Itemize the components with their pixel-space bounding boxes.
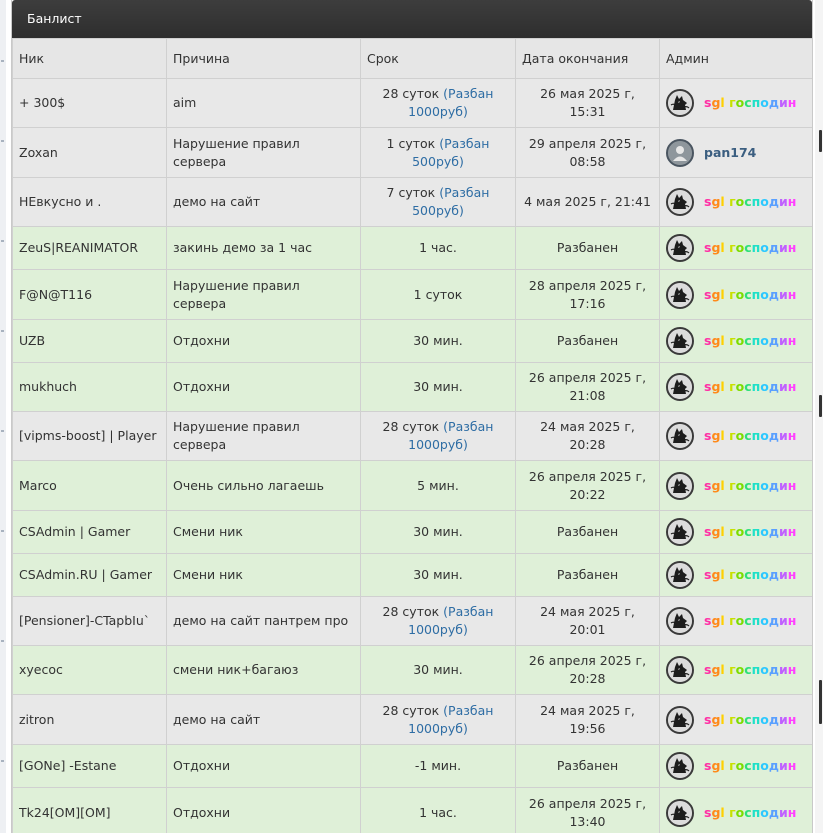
admin-cell (660, 511, 813, 554)
wolf-avatar-icon[interactable] (666, 656, 694, 684)
wolf-avatar-icon[interactable] (666, 752, 694, 780)
term-cell (361, 461, 516, 511)
reason-cell: Отдохни (167, 320, 361, 363)
reason-cell: закинь демо за 1 час (167, 227, 361, 270)
end-date-cell: 29 апреля 2025 г, 08:58 (516, 128, 660, 178)
table-row[interactable] (13, 178, 813, 227)
strip-tick (1, 240, 4, 242)
term-cell (361, 788, 516, 833)
admin-link[interactable] (666, 234, 806, 262)
term-text: -1 мин. (414, 758, 462, 773)
column-header-term[interactable]: Срок (361, 39, 516, 79)
unban-price-link[interactable]: (Разбан 500руб) (412, 185, 490, 218)
reason-cell: Отдохни (167, 788, 361, 833)
reason-cell: Нарушение правил сервера (167, 412, 361, 461)
wolf-avatar-icon[interactable] (666, 234, 694, 262)
term-cell (361, 554, 516, 597)
wolf-avatar-icon[interactable] (666, 561, 694, 589)
nick-cell: Marco (13, 461, 167, 511)
admin-name[interactable]: sgl господин (704, 379, 797, 394)
end-date-cell: 26 апреля 2025 г, 20:22 (516, 461, 660, 511)
strip-tick (1, 430, 4, 432)
table-row[interactable] (13, 320, 813, 363)
admin-name[interactable]: sgl господин (704, 804, 797, 820)
term-text: 1 час. (419, 240, 457, 255)
nick-cell: CSAdmin.RU | Gamer (13, 554, 167, 597)
end-date-cell: 26 апреля 2025 г, 13:40 (516, 788, 660, 833)
admin-link[interactable] (666, 607, 806, 635)
wolf-avatar-icon[interactable] (666, 472, 694, 500)
unban-price-link[interactable]: (Разбан 1000руб) (408, 702, 494, 736)
wolf-avatar-icon[interactable] (666, 327, 694, 355)
column-header-admin[interactable]: Админ (660, 39, 813, 79)
term-cell (361, 695, 516, 745)
term-cell (361, 597, 516, 646)
admin-cell (660, 227, 813, 270)
end-date-cell: 24 мая 2025 г, 19:56 (516, 695, 660, 745)
admin-cell (660, 79, 813, 128)
banlist-panel (11, 0, 813, 833)
nick-cell: xyecoc (13, 646, 167, 695)
strip-tick (1, 330, 4, 332)
admin-name[interactable]: sgl господин (704, 662, 797, 677)
admin-name[interactable]: sgl господин (704, 758, 797, 773)
term-text: 30 мин. (413, 379, 463, 394)
nick-cell: ZeuS|REANIMATOR (13, 227, 167, 270)
nick-cell: Zoxan (13, 128, 167, 178)
term-text: 1 час. (419, 804, 457, 820)
table-row[interactable] (13, 227, 813, 270)
admin-cell (660, 554, 813, 597)
nick-cell: Tk24[OM][OM] (13, 788, 167, 833)
term-cell (361, 745, 516, 788)
reason-cell: Нарушение правил сервера (167, 270, 361, 320)
table-row[interactable] (13, 461, 813, 511)
term-text: 1 суток (386, 135, 436, 151)
strip-mark (819, 680, 822, 724)
admin-cell (660, 412, 813, 461)
term-cell (361, 270, 516, 320)
table-row[interactable] (13, 363, 813, 412)
table-body (13, 79, 813, 833)
left-page-strip (0, 0, 6, 833)
end-date-cell: 28 апреля 2025 г, 17:16 (516, 270, 660, 320)
nick-cell: CSAdmin | Gamer (13, 511, 167, 554)
wolf-avatar-icon[interactable] (666, 799, 694, 827)
admin-link[interactable] (666, 188, 806, 216)
strip-tick (1, 530, 4, 532)
nick-cell: UZB (13, 320, 167, 363)
term-text: 28 суток (382, 702, 440, 718)
reason-cell: Смени ник (167, 554, 361, 597)
unban-price-link[interactable]: (Разбан 500руб) (412, 135, 490, 169)
strip-tick (1, 640, 4, 642)
admin-link[interactable] (666, 89, 806, 117)
reason-cell: Отдохни (167, 363, 361, 412)
table-row[interactable] (13, 597, 813, 646)
reason-cell: смени ник+багаюз (167, 646, 361, 695)
reason-cell: Очень сильно лагаешь (167, 461, 361, 511)
reason-cell: демо на сайт (167, 695, 361, 745)
admin-cell (660, 745, 813, 788)
admin-link[interactable] (666, 656, 806, 684)
admin-link[interactable] (666, 561, 806, 589)
unban-price-link[interactable]: (Разбан 1000руб) (408, 604, 494, 637)
table-row[interactable] (13, 412, 813, 461)
admin-cell (660, 597, 813, 646)
end-date-cell: 26 апреля 2025 г, 20:28 (516, 646, 660, 695)
admin-name[interactable]: sgl господин (704, 194, 797, 209)
strip-mark (819, 130, 822, 152)
wolf-avatar-icon[interactable] (666, 518, 694, 546)
admin-cell (660, 788, 813, 833)
end-date-cell: 24 мая 2025 г, 20:28 (516, 412, 660, 461)
nick-cell: НЕвкусно и . (13, 178, 167, 227)
admin-link[interactable] (666, 373, 806, 401)
term-cell (361, 178, 516, 227)
admin-cell (660, 646, 813, 695)
admin-cell (660, 320, 813, 363)
end-date-cell: 26 апреля 2025 г, 21:08 (516, 363, 660, 412)
admin-name[interactable]: pan174 (704, 144, 757, 160)
unban-price-link[interactable]: (Разбан 1000руб) (408, 86, 494, 119)
admin-link[interactable] (666, 139, 806, 167)
wolf-avatar-icon[interactable] (666, 281, 694, 309)
nick-cell: + 300$ (13, 79, 167, 128)
reason-cell: Отдохни (167, 745, 361, 788)
term-cell (361, 320, 516, 363)
term-text: 28 суток (382, 86, 440, 101)
strip-mark (819, 395, 822, 417)
strip-tick (1, 760, 4, 762)
banlist-table (12, 38, 813, 833)
admin-link[interactable] (666, 327, 806, 355)
right-page-strip (815, 0, 823, 833)
nick-cell: [Pensioner]-CTapbIu` (13, 597, 167, 646)
admin-link[interactable] (666, 752, 806, 780)
term-cell (361, 227, 516, 270)
term-cell (361, 646, 516, 695)
admin-name[interactable]: sgl господин (704, 524, 797, 539)
term-cell (361, 412, 516, 461)
admin-name[interactable]: sgl господин (704, 286, 797, 302)
admin-cell (660, 363, 813, 412)
admin-cell (660, 461, 813, 511)
term-cell (361, 511, 516, 554)
term-text: 5 мин. (417, 477, 459, 493)
admin-name[interactable]: sgl господин (704, 567, 797, 582)
wolf-avatar-icon[interactable] (666, 607, 694, 635)
term-cell (361, 79, 516, 128)
term-cell (361, 128, 516, 178)
unban-price-link[interactable]: (Разбан 1000руб) (408, 419, 494, 452)
term-cell (361, 363, 516, 412)
admin-name[interactable]: sgl господин (704, 428, 797, 443)
end-date-cell: Разбанен (516, 745, 660, 788)
admin-cell (660, 128, 813, 178)
end-date-cell: Разбанен (516, 511, 660, 554)
nick-cell: [GONe] -Estane (13, 745, 167, 788)
table-row[interactable] (13, 128, 813, 178)
nick-cell: mukhuch (13, 363, 167, 412)
column-header-nick[interactable]: Ник (13, 39, 167, 79)
term-text: 28 суток (382, 604, 440, 619)
panel-title: Банлист (12, 0, 812, 38)
admin-cell (660, 270, 813, 320)
admin-link[interactable] (666, 281, 806, 309)
admin-name[interactable]: sgl господин (704, 477, 797, 493)
table-row[interactable] (13, 554, 813, 597)
admin-name[interactable]: sgl господин (704, 333, 797, 348)
table-row[interactable] (13, 270, 813, 320)
term-text: 28 суток (382, 419, 440, 434)
reason-cell: демо на сайт пантрем про (167, 597, 361, 646)
reason-cell: Смени ник (167, 511, 361, 554)
term-text: 7 суток (386, 185, 436, 200)
reason-cell: aim (167, 79, 361, 128)
term-text: 30 мин. (413, 567, 463, 582)
wolf-avatar-icon[interactable] (666, 422, 694, 450)
term-text: 30 мин. (413, 662, 463, 677)
nick-cell: F@N@T116 (13, 270, 167, 320)
admin-link[interactable] (666, 422, 806, 450)
admin-name[interactable]: sgl господин (704, 711, 797, 727)
admin-cell (660, 695, 813, 745)
end-date-cell: Разбанен (516, 320, 660, 363)
term-text: 1 суток (413, 286, 463, 302)
table-row[interactable] (13, 695, 813, 745)
wolf-avatar-icon[interactable] (666, 373, 694, 401)
admin-link[interactable] (666, 472, 806, 500)
end-date-cell: Разбанен (516, 227, 660, 270)
column-header-reason[interactable]: Причина (167, 39, 361, 79)
table-row[interactable] (13, 788, 813, 833)
admin-link[interactable] (666, 706, 806, 734)
table-row[interactable] (13, 511, 813, 554)
end-date-cell: 26 мая 2025 г, 15:31 (516, 79, 660, 128)
admin-name[interactable]: sgl господин (704, 613, 797, 628)
term-text: 30 мин. (413, 333, 463, 348)
table-header-row (13, 39, 813, 79)
wolf-avatar-icon[interactable] (666, 188, 694, 216)
admin-name[interactable]: sgl господин (704, 95, 797, 110)
strip-tick (1, 60, 4, 62)
table-row[interactable] (13, 745, 813, 788)
end-date-cell: 24 мая 2025 г, 20:01 (516, 597, 660, 646)
end-date-cell: Разбанен (516, 554, 660, 597)
reason-cell: Нарушение правил сервера (167, 128, 361, 178)
strip-tick (1, 140, 4, 142)
table-row[interactable] (13, 79, 813, 128)
term-text: 30 мин. (413, 524, 463, 539)
admin-link[interactable] (666, 799, 806, 827)
wolf-avatar-icon[interactable] (666, 89, 694, 117)
column-header-end-date[interactable]: Дата окончания (516, 39, 660, 79)
nick-cell: [vipms-boost] | Player (13, 412, 167, 461)
admin-name[interactable]: sgl господин (704, 240, 797, 255)
wolf-avatar-icon[interactable] (666, 706, 694, 734)
user-avatar-icon[interactable] (666, 139, 694, 167)
admin-link[interactable] (666, 518, 806, 546)
reason-cell: демо на сайт (167, 178, 361, 227)
admin-cell (660, 178, 813, 227)
end-date-cell: 4 мая 2025 г, 21:41 (516, 178, 660, 227)
nick-cell: zitron (13, 695, 167, 745)
table-row[interactable] (13, 646, 813, 695)
